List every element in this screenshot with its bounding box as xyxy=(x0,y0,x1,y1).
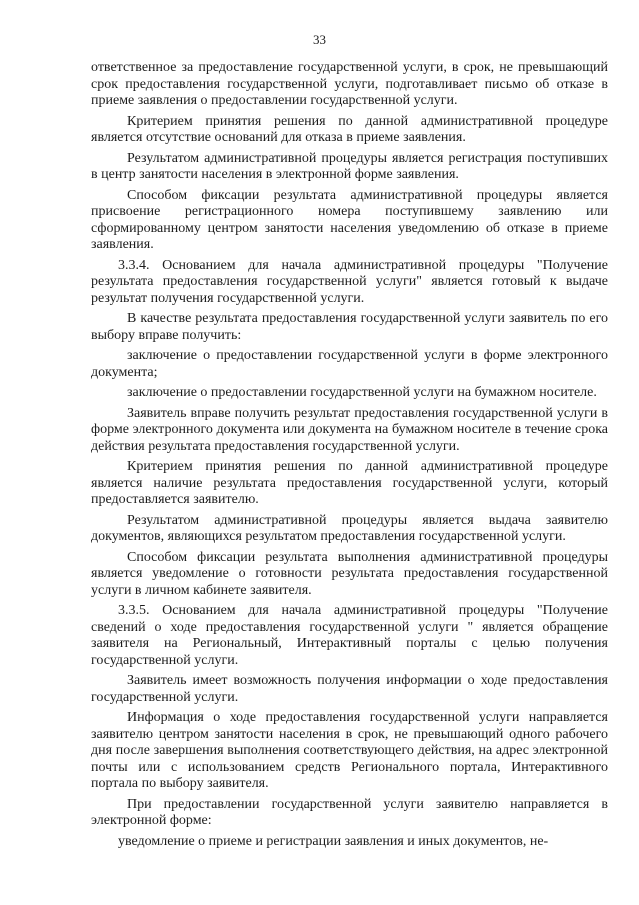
paragraph: заключение о предоставлении государственной услуги на бумажном носителе. xyxy=(127,385,597,400)
page-number: 33 xyxy=(313,32,326,47)
paragraph: Критерием принятия решения по данной административной процедуре является наличие результата предоставления государственной услуги, который предоставляется заявителю. xyxy=(91,459,608,507)
paragraph: Заявитель имеет возможность получения информации о ходе предоставления государственной услуги. xyxy=(91,673,608,705)
paragraph: Критерием принятия решения по данной административной процедуре является отсутствие оснований для отказа в приеме заявления. xyxy=(91,113,608,145)
paragraph: В качестве результата предоставления государственной услуги заявитель по его выбору вправе получить: xyxy=(91,311,608,343)
paragraph: уведомление о приеме и регистрации заявления и иных документов, не- xyxy=(118,833,549,849)
paragraph: Заявитель вправе получить результат предоставления государственной услуги в форме электронного документа или документа на бумажном носителе в течение срока действия результата предоставления государственной услуги. xyxy=(91,405,608,454)
paragraph: ответственное за предоставление государственной услуги, в срок, не превышающий срок предоставления государственной услуги, подготавливает письмо об отказе в приеме заявления о предоставлении государственной услуги. xyxy=(91,60,608,108)
paragraph: Результатом административной процедуры является регистрация поступивших в центр занятости населения в электронной форме заявления. xyxy=(91,150,608,182)
paragraph: 3.3.5. Основанием для начала административной процедуры "Получение сведений о ходе предоставления государственной услуги " является обращение заявителя на Региональный, Интерактивный порталы с целью получения государственной услуги. xyxy=(91,603,608,668)
paragraph: Способом фиксации результата выполнения административной процедуры является уведомление о готовности результата предоставления государственной услуги в личном кабинете заявителя. xyxy=(91,549,608,598)
paragraph: Результатом административной процедуры является выдача заявителю документов, являющихся результатом предоставления государственной услуги. xyxy=(91,512,608,544)
paragraph: Способом фиксации результата административной процедуры является присвоение регистрационного номера поступившему заявлению или сформированному центром занятости населения уведомлению об отказе в приеме заявления. xyxy=(91,187,608,252)
paragraph: Информация о ходе предоставления государственной услуги направляется заявителю центром занятости населения в срок, не превышающий одного рабочего дня после завершения выполнения соответствующего действия, на адрес электронной почты или с использованием средств Регионального портала, Интерактивного портала по выбору заявителя. xyxy=(91,710,608,791)
paragraph: 3.3.4. Основанием для начала административной процедуры "Получение результата предоставления государственной услуги" является готовый к выдаче результат получения государственной услуги. xyxy=(91,257,608,306)
paragraph: При предоставлении государственной услуги заявителю направляется в электронной форме: xyxy=(91,796,608,828)
document-body xyxy=(91,60,608,854)
paragraph: заключение о предоставлении государственной услуги в форме электронного документа; xyxy=(91,348,608,380)
